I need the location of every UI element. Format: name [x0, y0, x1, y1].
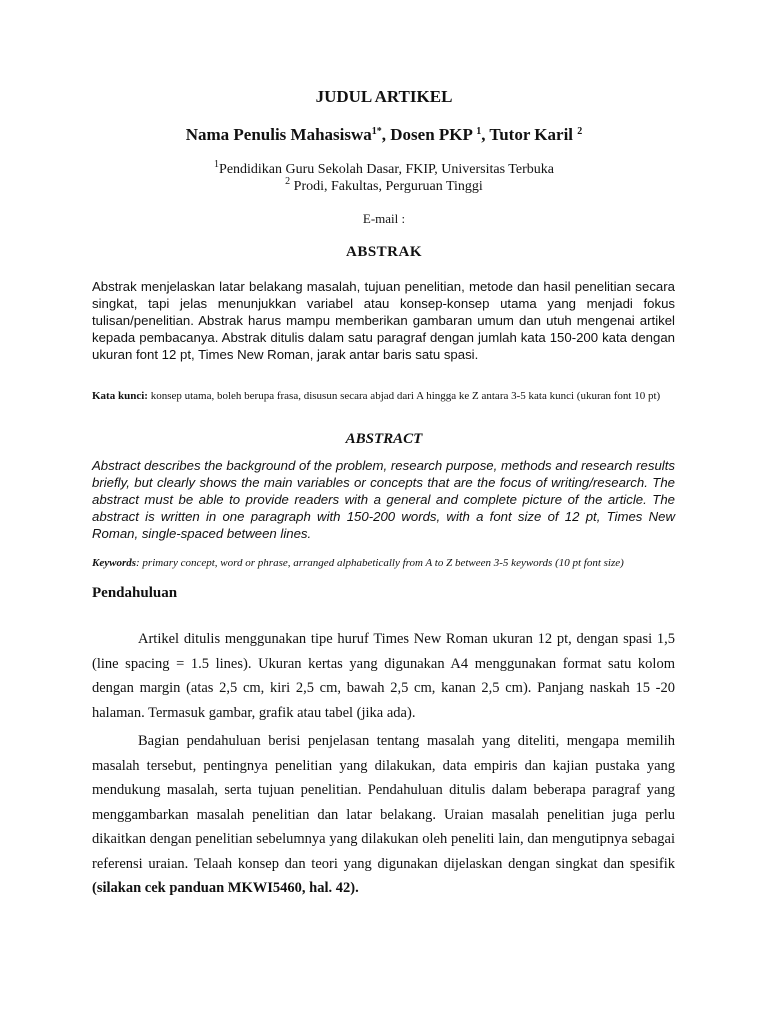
affiliation-1-text: Pendidikan Guru Sekolah Dasar, FKIP, Universitas Terbuka — [219, 162, 554, 177]
panduan-reference: (silakan cek panduan MKWI5460, hal. 42). — [92, 880, 359, 896]
pendahuluan-paragraph-2-text: Bagian pendahuluan berisi penjelasan tentang masalah yang diteliti, mengapa memilih masalah tersebut, pentingnya penelitian yang dilakukan, data empiris dan kajian pustaka yang mendukung masalah, serta tujuan penelitian. Pendahuluan ditulis dalam beberapa paragraf yang menggambarkan masalah penelitian dan latar belakang. Uraian masalah penelitian juga perlu dikaitkan dengan penelitian sebelumnya yang dilakukan oleh peneliti lain, dan mengutipnya sebagai referensi uraian. Telaah konsep dan teori yang digunakan dijelaskan dengan singkat dan spesifik — [92, 733, 675, 872]
pendahuluan-paragraph-1: Artikel ditulis menggunakan tipe huruf Times New Roman ukuran 12 pt, dengan spasi 1,5 (line spacing = 1.5 lines). Ukuran kertas yang digunakan A4 menggunakan format satu kolom dengan margin (atas 2,5 cm, kiri 2,5 cm, bawah 2,5 cm, kanan 2,5 cm). Panjang naskah 15 -20 halaman. Termasuk gambar, grafik atau tabel (jika ada). — [92, 631, 675, 721]
kata-kunci-text: konsep utama, boleh berupa frasa, disusun secara abjad dari A hingga ke Z antara 3-5 kata kunci (ukuran font 10 pt) — [147, 390, 661, 402]
author-1-name: Nama Penulis Mahasiswa — [185, 125, 372, 144]
affiliation-2-sup: 2 — [285, 176, 291, 187]
abstrak-heading: ABSTRAK — [345, 244, 423, 260]
email-line: E-mail : — [362, 211, 406, 226]
keywords — [92, 556, 675, 570]
keywords-label: Keywords — [92, 557, 136, 569]
affiliation-1-sup: 1 — [214, 159, 220, 170]
author-2-sup: 1 — [476, 126, 482, 137]
author-1-sup: 1* — [371, 126, 382, 137]
article-title: JUDUL ARTIKEL — [315, 87, 453, 106]
author-line — [0, 125, 768, 145]
affiliation-2 — [0, 176, 768, 195]
affiliation-1 — [0, 159, 768, 178]
affiliation-2-text: Prodi, Fakultas, Perguruan Tinggi — [290, 179, 483, 194]
abstract-body: Abstract describes the background of the problem, research purpose, methods and research results briefly, but clearly shows the main variables or concepts that are the focus of writing/research. The abstract must be able to provide readers with a general and complete picture of the article. The abstract is written in one paragraph with 150-200 words, with a font size of 12 pt, Times New Roman, single-spaced between lines. — [92, 458, 675, 541]
author-2-name: , Dosen PKP — [381, 125, 477, 144]
kata-kunci-label: Kata kunci: — [92, 390, 148, 402]
pendahuluan-heading: Pendahuluan — [92, 585, 178, 601]
kata-kunci — [92, 389, 675, 403]
abstrak-body: Abstrak menjelaskan latar belakang masalah, tujuan penelitian, metode dan hasil penelitian secara singkat, tapi jelas menunjukkan variabel atau konsep-konsep utama yang menjadi fokus tulisan/penelitian. Abstrak harus mampu memberikan gambaran umum dan utuh mengenai artikel kepada pembacanya. Abstrak ditulis dalam satu paragraf dengan jumlah kata 150-200 kata dengan ukuran font 12 pt, Times New Roman, jarak antar baris satu spasi. — [92, 279, 675, 362]
pendahuluan-paragraph-2 — [92, 729, 675, 901]
keywords-text: : primary concept, word or phrase, arranged alphabetically from A to Z between 3-5 keywords (10 pt font size) — [136, 557, 624, 569]
author-3-name: , Tutor Karil — [481, 125, 578, 144]
author-3-sup: 2 — [577, 126, 583, 137]
abstract-heading: ABSTRACT — [345, 431, 423, 447]
